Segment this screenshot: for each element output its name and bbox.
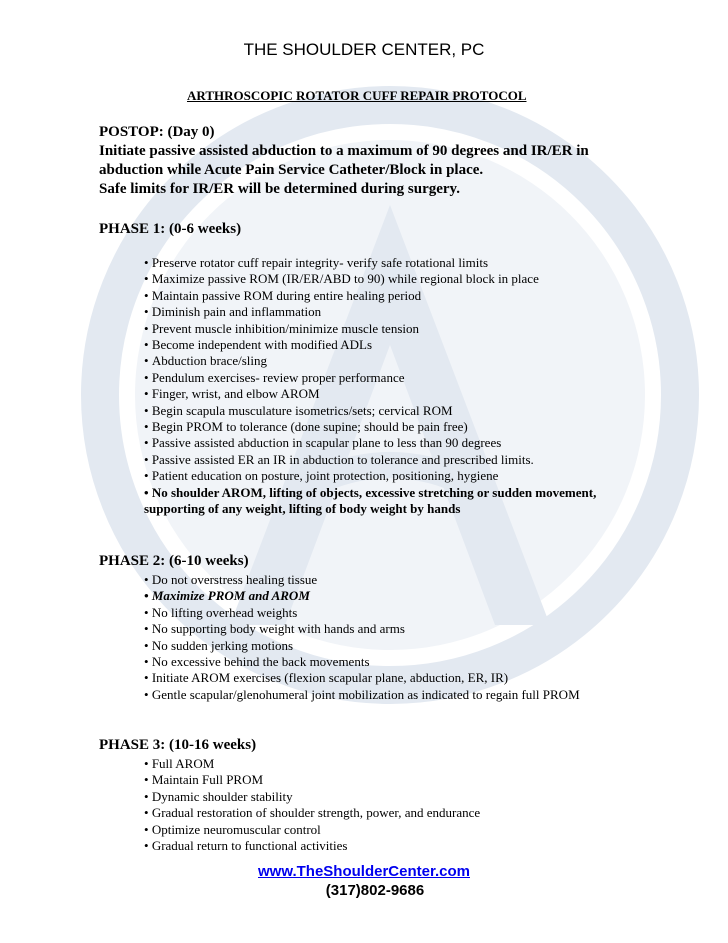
list-item: • Diminish pain and inflammation (144, 304, 596, 320)
list-item: • Gentle scapular/glenohumeral joint mobilization as indicated to regain full PROM (144, 687, 580, 703)
list-item: • Maximize passive ROM (IR/ER/ABD to 90) while regional block in place (144, 271, 596, 287)
list-item: • Gradual restoration of shoulder strength, power, and endurance (144, 805, 480, 821)
list-item: • Patient education on posture, joint protection, positioning, hygiene (144, 468, 596, 484)
phone-number: (317)802-9686 (325, 882, 425, 899)
list-item: • Preserve rotator cuff repair integrity- verify safe rotational limits (144, 255, 596, 271)
list-item: • Passive assisted abduction in scapular plane to less than 90 degrees (144, 435, 596, 451)
phase3-list (144, 756, 480, 854)
list-item: • Passive assisted ER an IR in abduction to tolerance and prescribed limits. (144, 452, 596, 468)
postop-heading: POSTOP: (Day 0) (99, 124, 215, 140)
list-item: • No supporting body weight with hands and arms (144, 621, 580, 637)
list-item-warning: • No shoulder AROM, lifting of objects, excessive stretching or sudden movement, (144, 485, 596, 501)
list-item: • Abduction brace/sling (144, 353, 596, 369)
list-item: • Maintain Full PROM (144, 772, 480, 788)
postop-line: Initiate passive assisted abduction to a maximum of 90 degrees and IR/ER in (99, 143, 589, 159)
list-item: • No excessive behind the back movements (144, 654, 580, 670)
website-link[interactable]: www.TheShoulderCenter.com (258, 863, 470, 880)
postop-line: Safe limits for IR/ER will be determined during surgery. (99, 181, 460, 197)
list-item: • Maintain passive ROM during entire healing period (144, 288, 596, 304)
list-item: • No lifting overhead weights (144, 605, 580, 621)
list-item: • Prevent muscle inhibition/minimize muscle tension (144, 321, 596, 337)
list-item-emphasis: • Maximize PROM and AROM (144, 588, 580, 604)
list-item: • No sudden jerking motions (144, 638, 580, 654)
phase2-heading: PHASE 2: (6-10 weeks) (99, 553, 249, 569)
list-item: • Full AROM (144, 756, 480, 772)
list-item: • Gradual return to functional activities (144, 838, 480, 854)
postop-section (99, 123, 589, 199)
phase3-heading: PHASE 3: (10-16 weeks) (99, 737, 257, 753)
list-item-warning-cont: supporting of any weight, lifting of body weight by hands (144, 501, 461, 516)
postop-line: abduction while Acute Pain Service Catheter/Block in place. (99, 162, 484, 178)
list-item: • Finger, wrist, and elbow AROM (144, 386, 596, 402)
list-item: • Optimize neuromuscular control (144, 822, 480, 838)
protocol-title: ARTHROSCOPIC ROTATOR CUFF REPAIR PROTOCOL (187, 88, 527, 103)
list-item: • Begin PROM to tolerance (done supine; should be pain free) (144, 419, 596, 435)
phase1-heading: PHASE 1: (0-6 weeks) (99, 221, 242, 237)
phase2-list (144, 572, 580, 703)
list-item: • Initiate AROM exercises (flexion scapular plane, abduction, ER, IR) (144, 670, 580, 686)
list-item: • Dynamic shoulder stability (144, 789, 480, 805)
list-item: • Pendulum exercises- review proper performance (144, 370, 596, 386)
phase1-list (144, 255, 596, 501)
list-item: • Become independent with modified ADLs (144, 337, 596, 353)
list-item: • Do not overstress healing tissue (144, 572, 580, 588)
list-item: • Begin scapula musculature isometrics/sets; cervical ROM (144, 403, 596, 419)
org-name: THE SHOULDER CENTER, PC (243, 40, 485, 59)
